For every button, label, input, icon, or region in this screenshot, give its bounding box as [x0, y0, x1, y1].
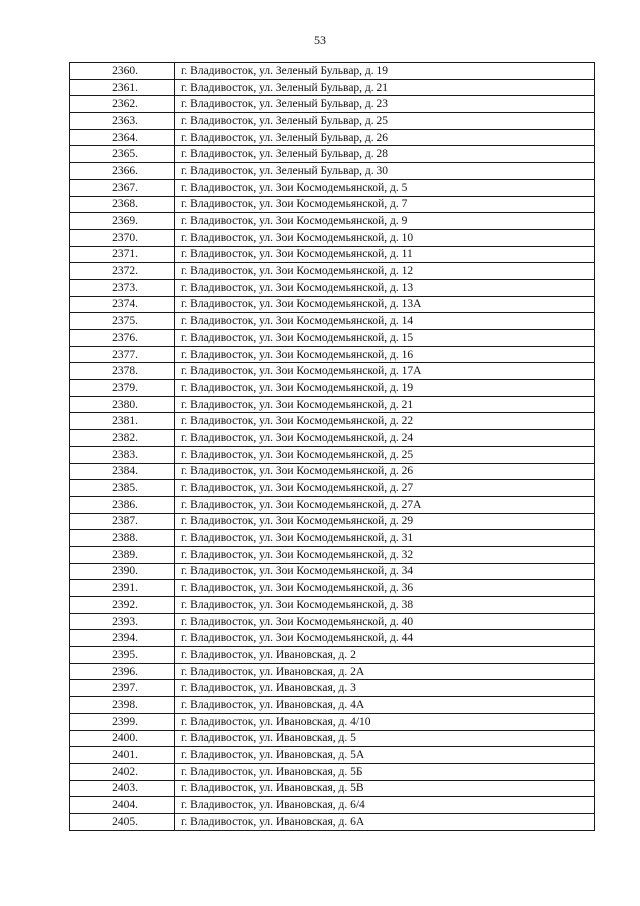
row-number-cell: 2373. [70, 279, 175, 296]
row-number-cell: 2386. [70, 496, 175, 513]
row-number-cell: 2394. [70, 630, 175, 647]
row-number-cell: 2375. [70, 313, 175, 330]
address-cell: г. Владивосток, ул. Зои Космодемьянской, д. 38 [175, 597, 595, 614]
address-cell: г. Владивосток, ул. Зои Космодемьянской, д. 12 [175, 263, 595, 280]
row-number-cell: 2391. [70, 580, 175, 597]
row-number-cell: 2398. [70, 697, 175, 714]
page-number: 53 [314, 33, 326, 47]
row-number-cell: 2380. [70, 396, 175, 413]
address-cell: г. Владивосток, ул. Зои Космодемьянской, д. 24 [175, 430, 595, 447]
address-cell: г. Владивосток, ул. Зои Космодемьянской, д. 17А [175, 363, 595, 380]
row-number-cell: 2360. [70, 63, 175, 80]
table-row [70, 546, 595, 563]
address-cell: г. Владивосток, ул. Зои Космодемьянской, д. 34 [175, 563, 595, 580]
address-cell: г. Владивосток, ул. Ивановская, д. 5 [175, 730, 595, 747]
address-cell: г. Владивосток, ул. Зои Космодемьянской, д. 15 [175, 330, 595, 347]
address-cell: г. Владивосток, ул. Зои Космодемьянской, д. 13 [175, 279, 595, 296]
table-row [70, 797, 595, 814]
row-number-cell: 2376. [70, 330, 175, 347]
address-cell: г. Владивосток, ул. Ивановская, д. 5В [175, 780, 595, 797]
address-cell: г. Владивосток, ул. Зои Космодемьянской, д. 10 [175, 229, 595, 246]
address-cell: г. Владивосток, ул. Зои Космодемьянской, д. 32 [175, 546, 595, 563]
row-number-cell: 2385. [70, 480, 175, 497]
address-cell: г. Владивосток, ул. Ивановская, д. 5А [175, 747, 595, 764]
row-number-cell: 2396. [70, 663, 175, 680]
table-row [70, 430, 595, 447]
table-row [70, 697, 595, 714]
table-row [70, 530, 595, 547]
address-cell: г. Владивосток, ул. Ивановская, д. 5Б [175, 763, 595, 780]
address-cell: г. Владивосток, ул. Зои Космодемьянской, д. 36 [175, 580, 595, 597]
table-row [70, 730, 595, 747]
table-row [70, 463, 595, 480]
row-number-cell: 2388. [70, 530, 175, 547]
table-row [70, 163, 595, 180]
table-row [70, 146, 595, 163]
table-row [70, 246, 595, 263]
row-number-cell: 2397. [70, 680, 175, 697]
row-number-cell: 2377. [70, 346, 175, 363]
row-number-cell: 2378. [70, 363, 175, 380]
table-row [70, 129, 595, 146]
row-number-cell: 2387. [70, 513, 175, 530]
table-row [70, 780, 595, 797]
address-cell: г. Владивосток, ул. Зои Космодемьянской, д. 19 [175, 380, 595, 397]
table-row [70, 763, 595, 780]
table-row [70, 580, 595, 597]
address-table-body [70, 63, 595, 831]
table-row [70, 513, 595, 530]
address-cell: г. Владивосток, ул. Зои Космодемьянской, д. 22 [175, 413, 595, 430]
row-number-cell: 2399. [70, 713, 175, 730]
address-cell: г. Владивосток, ул. Ивановская, д. 3 [175, 680, 595, 697]
row-number-cell: 2404. [70, 797, 175, 814]
row-number-cell: 2379. [70, 380, 175, 397]
address-cell: г. Владивосток, ул. Ивановская, д. 2А [175, 663, 595, 680]
row-number-cell: 2383. [70, 446, 175, 463]
address-cell: г. Владивосток, ул. Ивановская, д. 6/4 [175, 797, 595, 814]
table-row [70, 480, 595, 497]
table-row [70, 196, 595, 213]
table-row [70, 630, 595, 647]
address-cell: г. Владивосток, ул. Зои Космодемьянской, д. 5 [175, 179, 595, 196]
row-number-cell: 2369. [70, 213, 175, 230]
row-number-cell: 2402. [70, 763, 175, 780]
table-row [70, 79, 595, 96]
table-row [70, 313, 595, 330]
row-number-cell: 2390. [70, 563, 175, 580]
row-number-cell: 2372. [70, 263, 175, 280]
row-number-cell: 2381. [70, 413, 175, 430]
address-cell: г. Владивосток, ул. Зои Космодемьянской, д. 7 [175, 196, 595, 213]
row-number-cell: 2382. [70, 430, 175, 447]
row-number-cell: 2405. [70, 813, 175, 830]
table-row [70, 446, 595, 463]
table-row [70, 96, 595, 113]
row-number-cell: 2389. [70, 546, 175, 563]
table-row [70, 413, 595, 430]
table-row [70, 263, 595, 280]
table-row [70, 563, 595, 580]
address-cell: г. Владивосток, ул. Зои Космодемьянской, д. 44 [175, 630, 595, 647]
row-number-cell: 2401. [70, 747, 175, 764]
address-cell: г. Владивосток, ул. Зои Космодемьянской, д. 31 [175, 530, 595, 547]
address-cell: г. Владивосток, ул. Ивановская, д. 2 [175, 647, 595, 664]
address-cell: г. Владивосток, ул. Зеленый Бульвар, д. 23 [175, 96, 595, 113]
table-row [70, 396, 595, 413]
address-cell: г. Владивосток, ул. Зои Космодемьянской, д. 9 [175, 213, 595, 230]
address-cell: г. Владивосток, ул. Зои Космодемьянской, д. 13А [175, 296, 595, 313]
address-cell: г. Владивосток, ул. Зеленый Бульвар, д. 30 [175, 163, 595, 180]
table-row [70, 597, 595, 614]
table-row [70, 346, 595, 363]
address-cell: г. Владивосток, ул. Зои Космодемьянской, д. 16 [175, 346, 595, 363]
table-row [70, 380, 595, 397]
row-number-cell: 2361. [70, 79, 175, 96]
row-number-cell: 2370. [70, 229, 175, 246]
table-row [70, 613, 595, 630]
row-number-cell: 2384. [70, 463, 175, 480]
address-cell: г. Владивосток, ул. Зои Космодемьянской, д. 11 [175, 246, 595, 263]
table-row [70, 813, 595, 830]
address-cell: г. Владивосток, ул. Ивановская, д. 6А [175, 813, 595, 830]
table-row [70, 113, 595, 130]
row-number-cell: 2371. [70, 246, 175, 263]
address-cell: г. Владивосток, ул. Зои Космодемьянской, д. 21 [175, 396, 595, 413]
address-cell: г. Владивосток, ул. Ивановская, д. 4/10 [175, 713, 595, 730]
row-number-cell: 2366. [70, 163, 175, 180]
row-number-cell: 2395. [70, 647, 175, 664]
table-row [70, 279, 595, 296]
table-row [70, 296, 595, 313]
row-number-cell: 2363. [70, 113, 175, 130]
address-cell: г. Владивосток, ул. Зои Космодемьянской, д. 27А [175, 496, 595, 513]
table-row [70, 663, 595, 680]
address-cell: г. Владивосток, ул. Зеленый Бульвар, д. 21 [175, 79, 595, 96]
address-cell: г. Владивосток, ул. Зои Космодемьянской, д. 14 [175, 313, 595, 330]
table-row [70, 680, 595, 697]
table-row [70, 747, 595, 764]
address-cell: г. Владивосток, ул. Зои Космодемьянской, д. 25 [175, 446, 595, 463]
address-cell: г. Владивосток, ул. Зои Космодемьянской, д. 40 [175, 613, 595, 630]
table-row [70, 713, 595, 730]
address-cell: г. Владивосток, ул. Ивановская, д. 4А [175, 697, 595, 714]
table-row [70, 213, 595, 230]
table-row [70, 330, 595, 347]
row-number-cell: 2400. [70, 730, 175, 747]
address-cell: г. Владивосток, ул. Зеленый Бульвар, д. 28 [175, 146, 595, 163]
table-row [70, 496, 595, 513]
address-cell: г. Владивосток, ул. Зои Космодемьянской, д. 29 [175, 513, 595, 530]
row-number-cell: 2403. [70, 780, 175, 797]
row-number-cell: 2374. [70, 296, 175, 313]
row-number-cell: 2392. [70, 597, 175, 614]
table-row [70, 363, 595, 380]
address-table [69, 62, 595, 831]
table-row [70, 179, 595, 196]
address-cell: г. Владивосток, ул. Зои Космодемьянской, д. 27 [175, 480, 595, 497]
row-number-cell: 2362. [70, 96, 175, 113]
table-row [70, 647, 595, 664]
table-row [70, 229, 595, 246]
address-cell: г. Владивосток, ул. Зеленый Бульвар, д. 26 [175, 129, 595, 146]
row-number-cell: 2367. [70, 179, 175, 196]
table-row [70, 63, 595, 80]
address-cell: г. Владивосток, ул. Зои Космодемьянской, д. 26 [175, 463, 595, 480]
address-cell: г. Владивосток, ул. Зеленый Бульвар, д. 19 [175, 63, 595, 80]
address-cell: г. Владивосток, ул. Зеленый Бульвар, д. 25 [175, 113, 595, 130]
row-number-cell: 2365. [70, 146, 175, 163]
row-number-cell: 2393. [70, 613, 175, 630]
row-number-cell: 2368. [70, 196, 175, 213]
row-number-cell: 2364. [70, 129, 175, 146]
